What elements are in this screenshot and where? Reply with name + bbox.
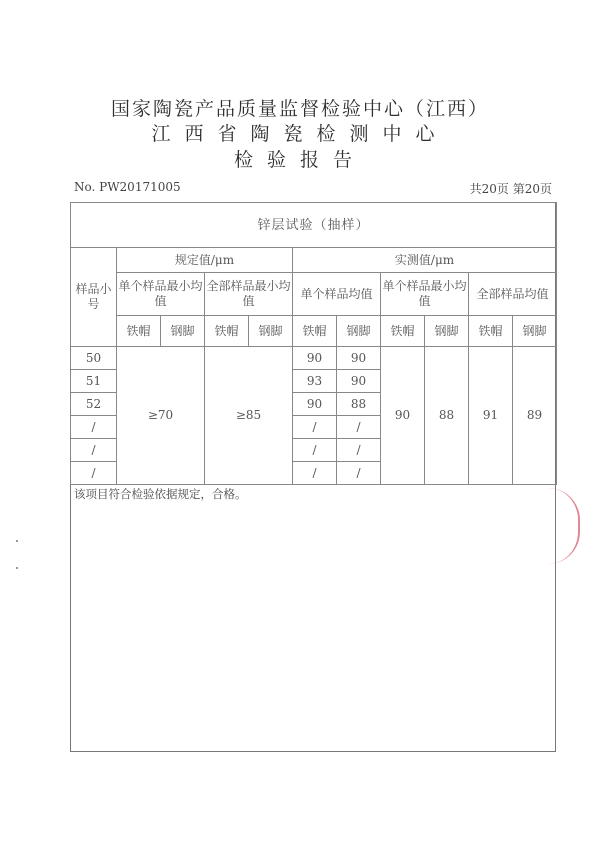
cap-header: 铁帽 <box>469 316 513 347</box>
cap-value: 90 <box>293 347 337 370</box>
cap-header: 铁帽 <box>293 316 337 347</box>
spec-header: 规定值/μm <box>117 248 293 273</box>
foot-header: 钢脚 <box>249 316 293 347</box>
foot-value: / <box>337 439 381 462</box>
scan-speck <box>16 567 18 569</box>
sample-header: 样品小号 <box>71 248 117 347</box>
all-cap-value: 91 <box>469 347 513 485</box>
zinc-test-table <box>70 202 557 485</box>
spec-single-min-header: 单个样品最小均值 <box>117 273 205 316</box>
spec-all-value: ≥85 <box>205 347 293 485</box>
page-info: 共20页 第20页 <box>469 182 552 196</box>
sample-id: 51 <box>71 370 117 393</box>
foot-header: 钢脚 <box>513 316 557 347</box>
cap-header: 铁帽 <box>205 316 249 347</box>
cap-header: 铁帽 <box>117 316 161 347</box>
cap-value: / <box>293 416 337 439</box>
sample-id: / <box>71 416 117 439</box>
all-foot-value: 89 <box>513 347 557 485</box>
foot-value: 90 <box>337 370 381 393</box>
sample-id: 50 <box>71 347 117 370</box>
header-line-1: 国家陶瓷产品质量监督检验中心（江西） <box>110 98 489 120</box>
foot-value: 90 <box>337 347 381 370</box>
table-title: 锌层试验（抽样） <box>71 203 557 248</box>
header-line-2: 江西省陶瓷检测中心 <box>151 123 449 145</box>
foot-header: 钢脚 <box>161 316 205 347</box>
min-foot-value: 88 <box>425 347 469 485</box>
cap-value: / <box>293 439 337 462</box>
report-number: No. PW20171005 <box>74 180 181 194</box>
foot-value: / <box>337 416 381 439</box>
sample-id: / <box>71 439 117 462</box>
red-seal-stamp <box>548 488 580 564</box>
foot-value: 88 <box>337 393 381 416</box>
single-avg-header: 单个样品均值 <box>293 273 381 316</box>
scan-speck <box>16 540 18 542</box>
foot-header: 钢脚 <box>425 316 469 347</box>
sample-id: / <box>71 462 117 485</box>
cap-value: / <box>293 462 337 485</box>
spec-all-min-header: 全部样品最小均值 <box>205 273 293 316</box>
cap-header: 铁帽 <box>381 316 425 347</box>
foot-value: / <box>337 462 381 485</box>
cap-value: 93 <box>293 370 337 393</box>
measured-header: 实测值/μm <box>293 248 557 273</box>
table-row <box>71 347 557 370</box>
all-avg-header: 全部样品均值 <box>469 273 557 316</box>
conclusion-text: 该项目符合检验依据规定，合格。 <box>74 487 247 501</box>
single-min-avg-header: 单个样品最小均值 <box>381 273 469 316</box>
spec-single-value: ≥70 <box>117 347 205 485</box>
sample-id: 52 <box>71 393 117 416</box>
foot-header: 钢脚 <box>337 316 381 347</box>
min-cap-value: 90 <box>381 347 425 485</box>
header-line-3: 检验报告 <box>233 149 366 171</box>
cap-value: 90 <box>293 393 337 416</box>
